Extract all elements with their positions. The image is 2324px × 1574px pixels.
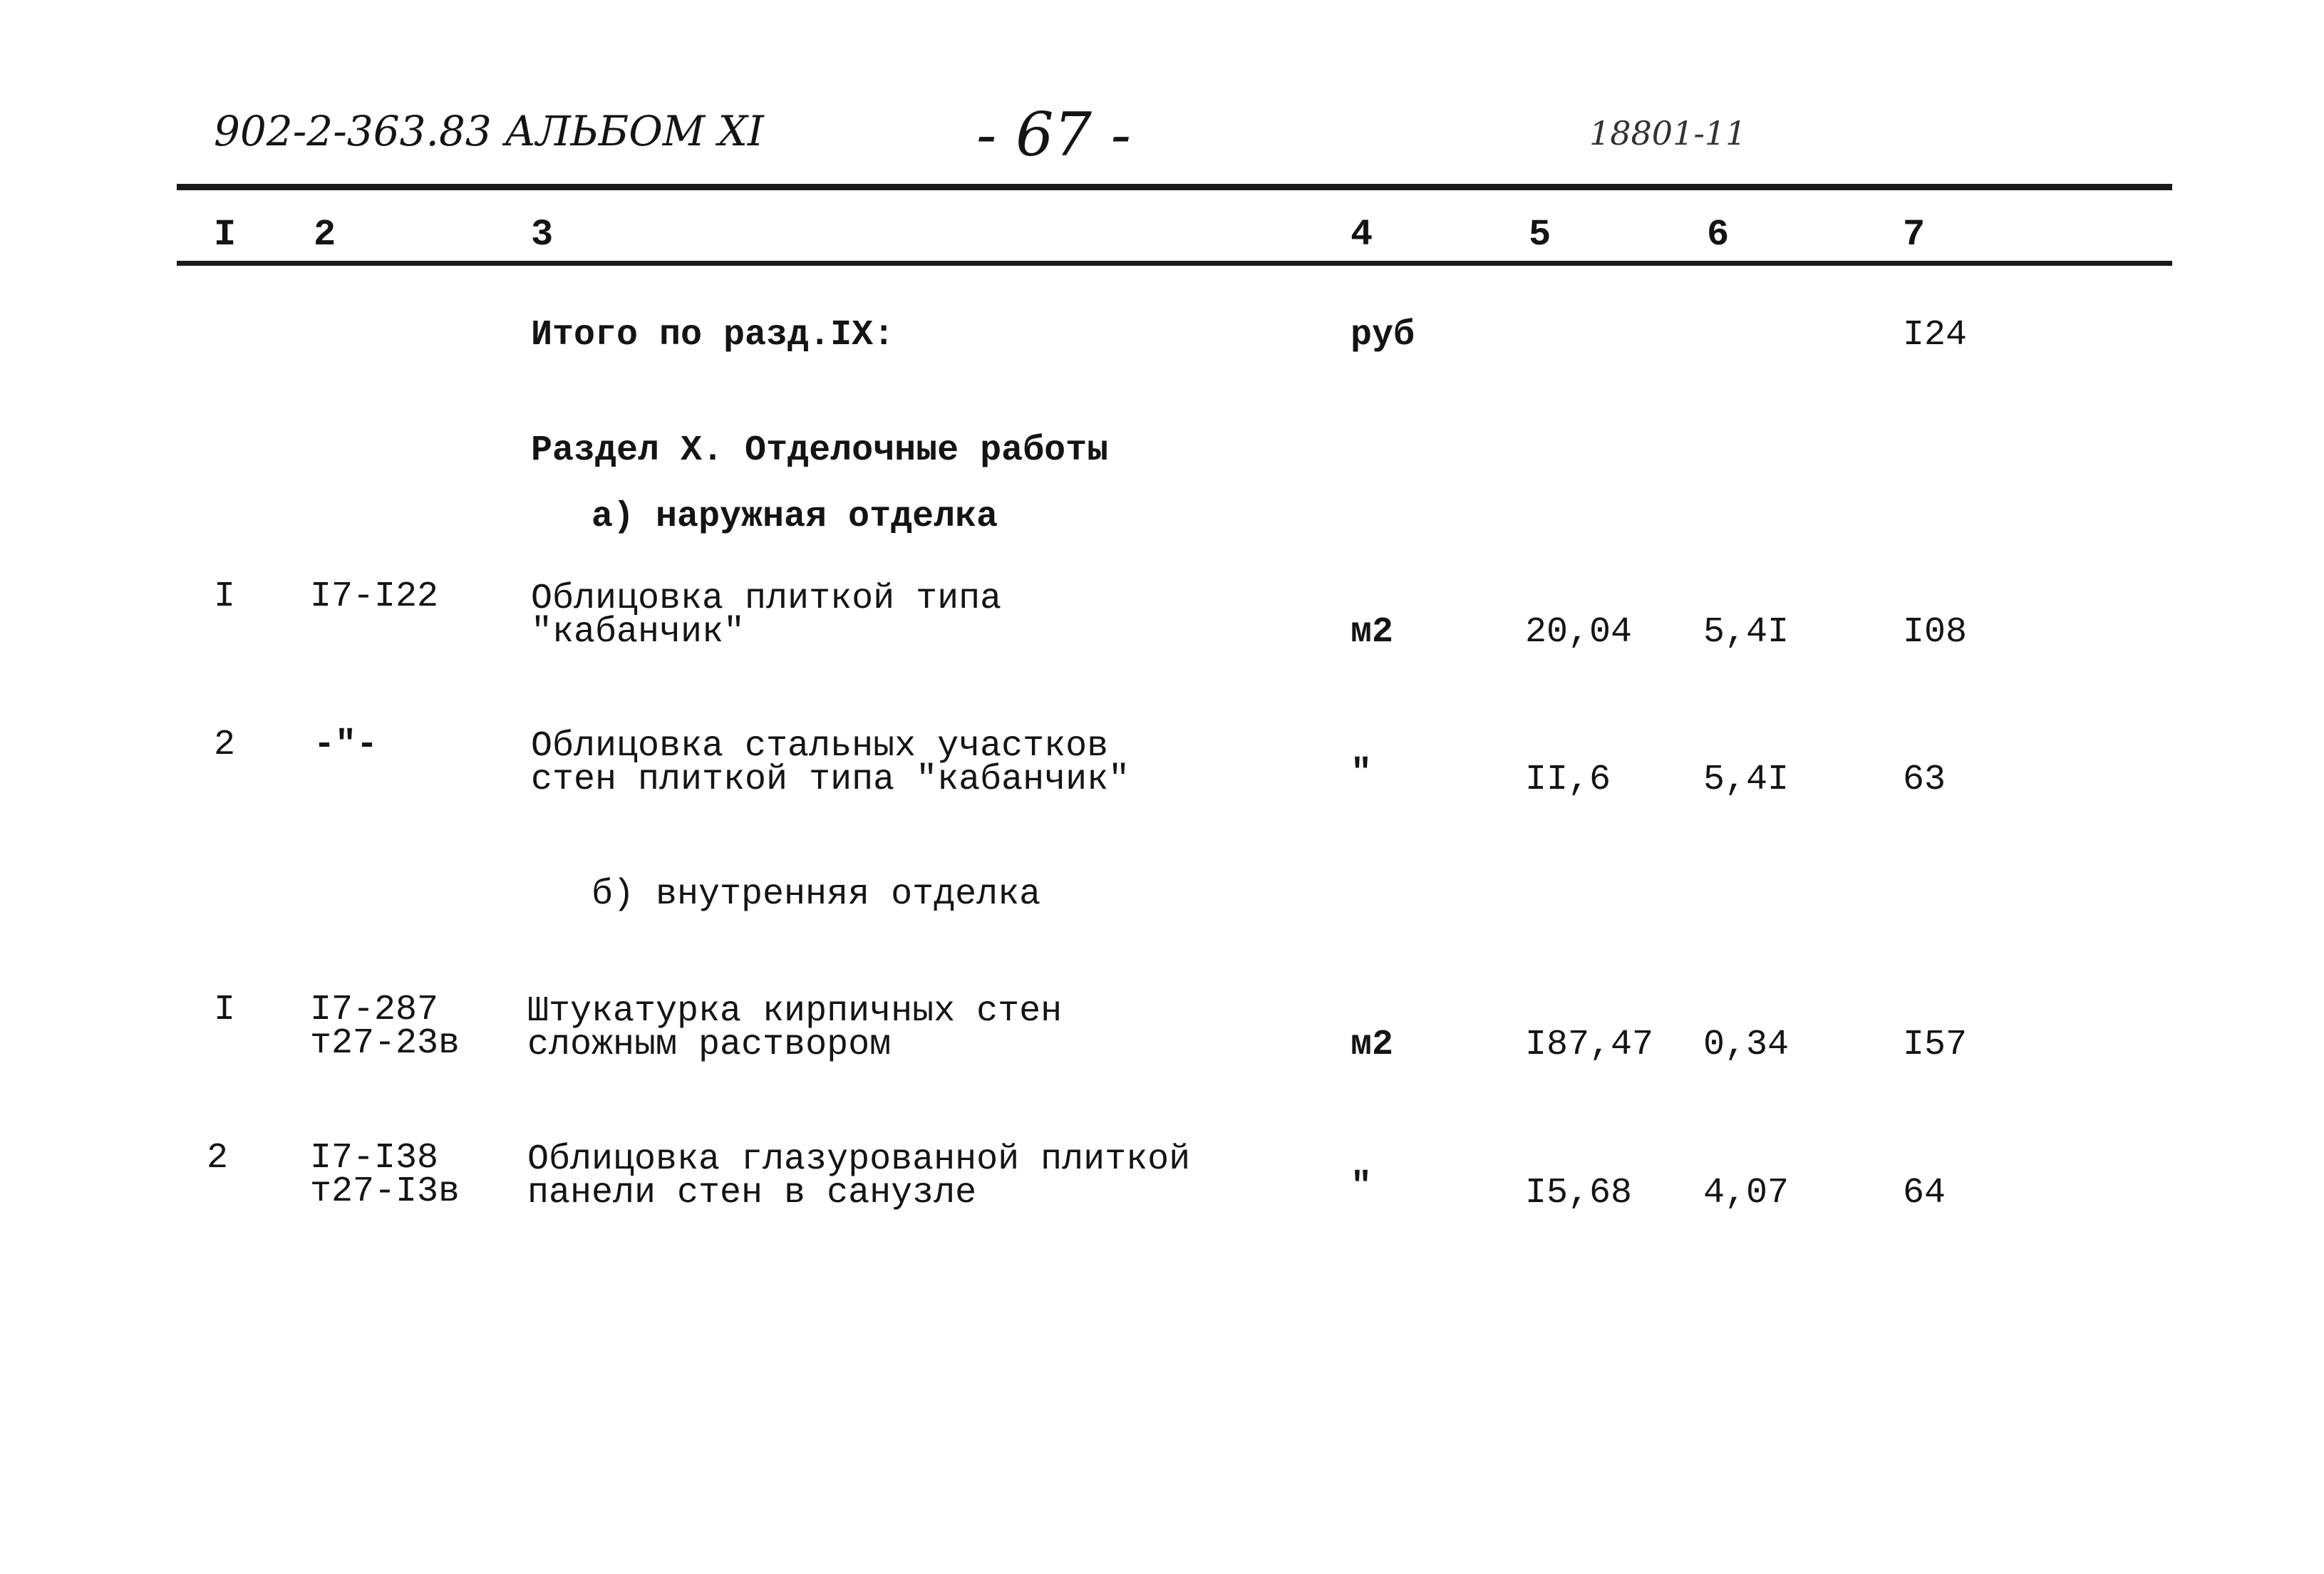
row-number: I	[214, 576, 236, 617]
subsection-heading: б) внутренняя отделка	[592, 874, 1041, 915]
row-number: 2	[214, 725, 236, 765]
column-number-5: 5	[1529, 214, 1551, 256]
row-quantity: 20,04	[1525, 612, 1633, 653]
page-number: - 67 -	[976, 100, 1132, 170]
row-quantity: II,6	[1525, 760, 1611, 800]
row-description-line1: Облицовка глазурованной плиткой	[527, 1139, 1191, 1180]
row-description-line2: "кабанчик"	[531, 612, 745, 653]
column-number-1: I	[214, 214, 237, 256]
document-code: 902-2-363.83 АЛЬБОМ XI	[214, 107, 764, 155]
row-description-line2: сложным раствором	[527, 1025, 892, 1065]
row-description-line1: Облицовка плиткой типа	[531, 579, 1002, 619]
subsection-heading: а) наружная отделка	[592, 497, 998, 537]
row-unit: м2	[1350, 612, 1394, 653]
row-unit: "	[1350, 753, 1373, 794]
column-number-2: 2	[314, 214, 336, 256]
row-unit-price: 4,07	[1703, 1173, 1790, 1213]
row-unit-price: 5,4I	[1703, 760, 1790, 800]
subtotal-unit: руб	[1350, 315, 1415, 356]
row-unit: м2	[1350, 1025, 1394, 1065]
row-number: I	[214, 990, 236, 1030]
row-total: I57	[1903, 1025, 1968, 1065]
row-description-line2: панели стен в санузле	[527, 1173, 977, 1213]
column-number-6: 6	[1707, 214, 1730, 256]
row-number: 2	[207, 1138, 229, 1179]
row-code: -"-	[314, 725, 378, 765]
row-code-line2: т27-23в	[310, 1023, 460, 1064]
row-code-line1: I7-287	[310, 990, 439, 1030]
row-quantity: I5,68	[1525, 1173, 1633, 1213]
row-unit: "	[1350, 1166, 1373, 1207]
subtotal-total: I24	[1903, 315, 1968, 356]
column-number-7: 7	[1903, 214, 1926, 256]
row-description-line1: Штукатурка кирпичных стен	[527, 991, 1063, 1032]
row-total: I08	[1903, 612, 1968, 653]
row-code-line2: т27-I3в	[310, 1171, 460, 1212]
row-description-line2: стен плиткой типа "кабанчик"	[531, 760, 1130, 800]
row-total: 64	[1903, 1173, 1946, 1213]
row-unit-price: 5,4I	[1703, 612, 1790, 653]
column-number-3: 3	[531, 214, 554, 256]
row-quantity: I87,47	[1525, 1025, 1654, 1065]
row-code-line1: I7-I38	[310, 1138, 439, 1179]
row-description-line1: Облицовка стальных участков	[531, 726, 1109, 767]
row-total: 63	[1903, 760, 1946, 800]
row-code: I7-I22	[310, 576, 439, 617]
row-unit-price: 0,34	[1703, 1025, 1790, 1065]
top-rule	[177, 184, 2172, 190]
subtotal-label: Итого по разд.IX:	[531, 315, 895, 356]
header-rule	[177, 261, 2172, 266]
section-title: Раздел X. Отделочные работы	[531, 430, 1109, 471]
column-number-4: 4	[1350, 214, 1373, 256]
reference-number: 18801-11	[1589, 114, 1747, 152]
